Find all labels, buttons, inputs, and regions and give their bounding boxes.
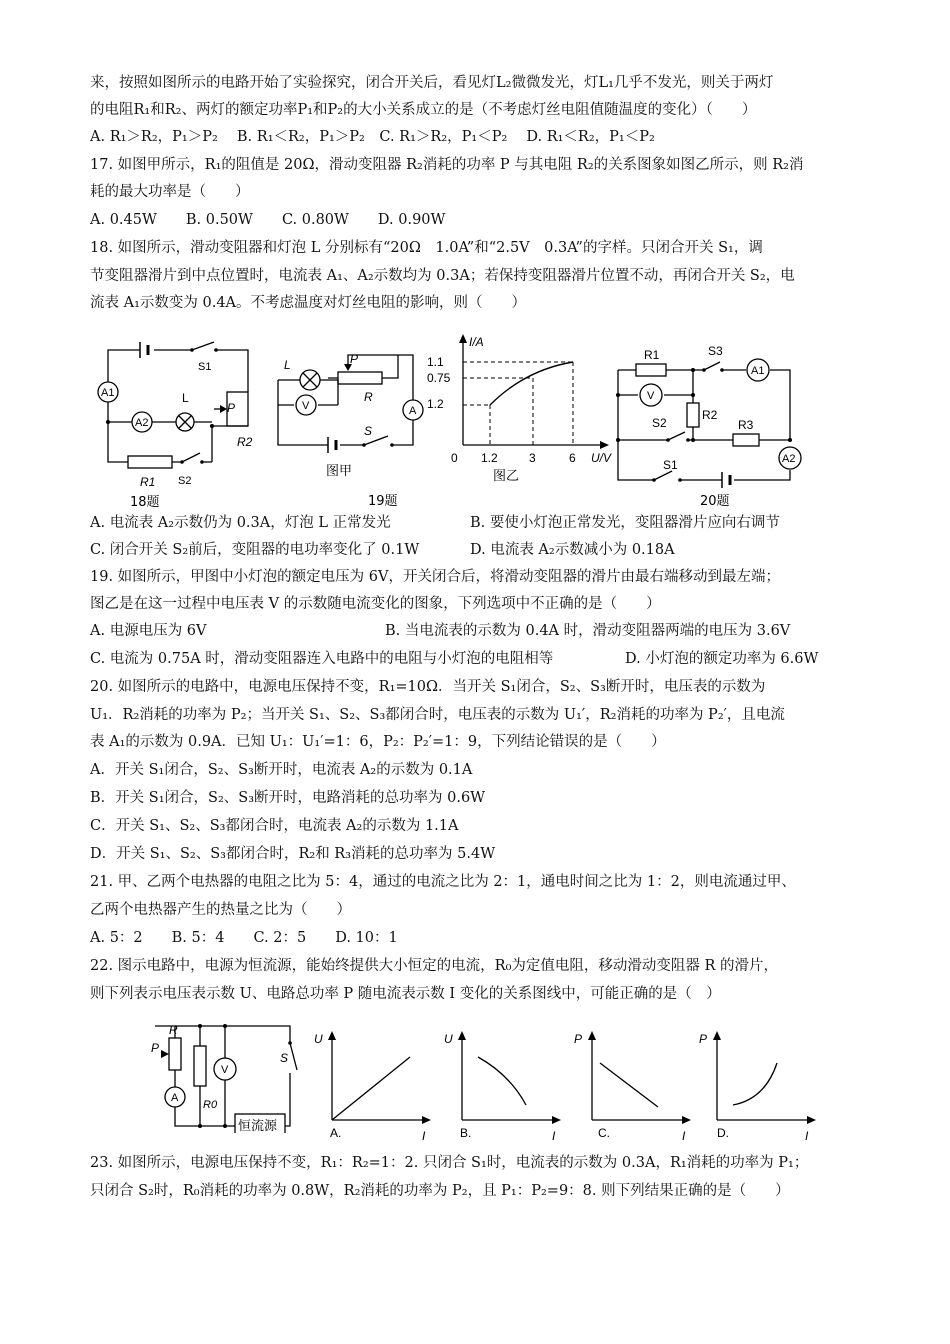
option-label: B. (460, 1126, 472, 1140)
x-axis-label: I (552, 1129, 556, 1143)
y-axis-label: U (444, 1032, 453, 1046)
option-c: C. 闭合开关 S₂前后，变阻器的电功率变化了 0.1W (90, 542, 420, 558)
option-graph-b (440, 1025, 565, 1145)
text-line: 耗的最大功率是（ ） (90, 184, 250, 200)
option-a: A．开关 S₁闭合，S₂、S₃断开时，电流表 A₂的示数为 0.1A (90, 762, 473, 778)
question-23: 23. 如图所示，电源电压保持不变，R₁：R₂=1：2. 只闭合 S₁时，电流表的示数为 0.3A，R₁消耗的功率为 P₁； (90, 1155, 809, 1171)
origin-label: 0 (451, 451, 458, 465)
r1-label: R1 (644, 348, 660, 362)
option-line: A. 5：2 B. 5：4 C. 2：5 D. 10：1 (90, 930, 398, 946)
x-tick: 1.2 (481, 451, 498, 465)
lamp-label: L (284, 358, 291, 372)
question-22: 22. 图示电路中，电源为恒流源，能始终提供大小恒定的电流，R₀为定值电阻，移动滑动变阻器 R 的滑片， (90, 958, 779, 974)
circuit-diagram-20 (608, 335, 818, 510)
voltmeter-label: V (302, 400, 310, 412)
voltmeter-label: V (647, 390, 655, 402)
x-tick: 3 (529, 451, 536, 465)
slider-label: P (227, 401, 236, 415)
option-line: A. R₁＞R₂，P₁＞P₂ B. R₁＜R₂，P₁＞P₂ C. R₁＞R₂，P₁＜P₂ D. R₁＜R₂，P₁＜P₂ (90, 129, 655, 145)
y-tick: 1.2 (427, 397, 444, 411)
question-19: 19. 如图所示，甲图中小灯泡的额定电压为 6V，开关闭合后，将滑动变阻器的滑片由最右端移动到最左端； (90, 569, 780, 585)
x-axis-label: I (682, 1129, 686, 1143)
s1-label: S1 (198, 361, 212, 373)
y-axis-label: U (314, 1032, 323, 1046)
figure-caption: 图甲 (326, 464, 353, 479)
figure-caption: 19题 (368, 494, 398, 509)
figure-caption: 20题 (700, 494, 730, 509)
s2-label: S2 (652, 416, 667, 430)
x-tick: 6 (569, 451, 576, 465)
y-tick: 1.1 (427, 355, 444, 369)
text-line: 表 A₁的示数为 0.9A．已知 U₁：U₁′=1：6，P₂：P₂′=1：9，下列结论错误的是（ ） (90, 734, 666, 750)
r1-label: R1 (140, 475, 156, 489)
s2-label: S2 (178, 475, 192, 487)
y-tick: 0.75 (427, 371, 451, 385)
question-17: 17. 如图甲所示，R₁的阻值是 20Ω，滑动变阻器 R₂消耗的功率 P 与其电阻 R₂的关系图象如图乙所示，则 R₂消 (90, 157, 804, 173)
option-c: C. 电流为 0.75A 时，滑动变阻器连入电路中的电阻与小灯泡的电阻相等 (90, 651, 554, 667)
s1-label: S1 (663, 458, 678, 472)
option-b: B. 当电流表的示数为 0.4A 时，滑动变阻器两端的电压为 3.6V (385, 623, 791, 639)
option-line: A. 0.45W B. 0.50W C. 0.80W D. 0.90W (90, 212, 446, 228)
switch-label: S (364, 424, 373, 438)
circuit-diagram-19 (268, 335, 433, 510)
r3-label: R3 (738, 418, 754, 432)
figure-caption: 图乙 (493, 469, 520, 484)
ammeter-a1-label: A1 (751, 365, 765, 377)
y-axis-label: I/A (469, 335, 484, 349)
circuit-diagram-22 (145, 1018, 310, 1133)
text-line: U₁．R₂消耗的功率为 P₂；当开关 S₁、S₂、S₃都闭合时，电压表的示数为 U₁′，R₂消耗的功率为 P₂′，且电流 (90, 707, 785, 723)
slider-label: P (350, 352, 359, 366)
option-d: D．开关 S₁、S₂、S₃都闭合时，R₂和 R₃消耗的总功率为 5.4W (90, 846, 496, 862)
x-axis-label: I (805, 1129, 809, 1143)
graph-19 (425, 330, 615, 495)
option-d: D. 电流表 A₂示数减小为 0.18A (470, 542, 675, 558)
option-graph-a (310, 1025, 435, 1145)
text-line: 的电阻R₁和R₂、两灯的额定功率P₁和P₂的大小关系成立的是（不考虑灯丝电阻值随温度的变化）（ ） (90, 102, 757, 118)
r2-label: R2 (237, 435, 253, 449)
text-line: 来，按照如图所示的电路开始了实验探究，闭合开关后，看见灯L₂微微发光，灯L₁几乎不发光，则关于两灯 (90, 75, 774, 91)
lamp-label: L (182, 391, 189, 405)
ammeter-a1-label: A1 (101, 387, 115, 399)
option-label: A. (330, 1126, 342, 1140)
y-axis-label: P (574, 1032, 583, 1046)
option-b: B. 要使小灯泡正常发光，变阻器滑片应向右调节 (470, 515, 780, 531)
option-graph-c (570, 1025, 695, 1145)
voltmeter-label: V (221, 1064, 229, 1076)
text-line: 只闭合 S₂时，R₀消耗的功率为 0.8W，R₂消耗的功率为 P₂，且 P₁：P₂=9：8. 则下列结果正确的是（ ） (90, 1183, 790, 1199)
text-line: 流表 A₁示数变为 0.4A。不考虑温度对灯丝电阻的影响，则（ ） (90, 295, 527, 311)
option-label: D. (717, 1126, 729, 1140)
slider-label: P (151, 1041, 160, 1055)
y-axis-label: P (699, 1032, 708, 1046)
option-b: B．开关 S₁闭合，S₂、S₃断开时，电路消耗的总功率为 0.6W (90, 790, 486, 806)
question-20: 20. 如图所示的电路中，电源电压保持不变，R₁=10Ω．当开关 S₁闭合，S₂、S₃断开时，电压表的示数为 (90, 679, 766, 695)
figure-caption: 18题 (130, 495, 160, 510)
switch-label: S (280, 1051, 289, 1065)
r2-label: R2 (702, 408, 718, 422)
s3-label: S3 (708, 344, 723, 358)
option-label: C. (598, 1126, 610, 1140)
circuit-diagram-18 (90, 330, 270, 510)
text-line: 节变阻器滑片到中点位置时，电流表 A₁、A₂示数均为 0.3A；若保持变阻器滑片位置不动，再闭合开关 S₂，电 (90, 268, 795, 284)
r0-label: R0 (203, 1099, 218, 1111)
option-graph-d (695, 1025, 820, 1145)
ammeter-a2-label: A2 (782, 453, 796, 465)
rheostat-label: R (169, 1023, 178, 1037)
option-a: A. 电源电压为 6V (90, 623, 207, 639)
option-c: C．开关 S₁、S₂、S₃都闭合时，电流表 A₂的示数为 1.1A (90, 818, 459, 834)
ammeter-label: A (409, 405, 417, 417)
text-line: 乙两个电热器产生的热量之比为（ ） (90, 902, 351, 918)
source-label: 恒流源 (238, 1119, 278, 1133)
question-18: 18. 如图所示，滑动变阻器和灯泡 L 分别标有“20Ω 1.0A”和“2.5V 0.3A”的字样。只闭合开关 S₁，调 (90, 240, 763, 256)
option-a: A. 电流表 A₂示数仍为 0.3A，灯泡 L 正常发光 (90, 515, 391, 531)
text-line: 图乙是在这一过程中电压表 V 的示数随电流变化的图象，下列选项中不正确的是（ ） (90, 596, 661, 612)
ammeter-a2-label: A2 (135, 417, 149, 429)
ammeter-label: A (171, 1092, 179, 1104)
question-21: 21. 甲、乙两个电热器的电阻之比为 5：4，通过的电流之比为 2：1，通电时间之比为 1：2，则电流通过甲、 (90, 874, 796, 890)
option-d: D. 小灯泡的额定功率为 6.6W (625, 651, 819, 667)
x-axis-label: I (422, 1129, 426, 1143)
text-line: 则下列表示电压表示数 U、电路总功率 P 随电流表示数 I 变化的关系图线中，可能正确的是（ ） (90, 986, 721, 1002)
rheostat-label: R (364, 390, 373, 404)
x-axis-label: U/V (591, 451, 612, 465)
